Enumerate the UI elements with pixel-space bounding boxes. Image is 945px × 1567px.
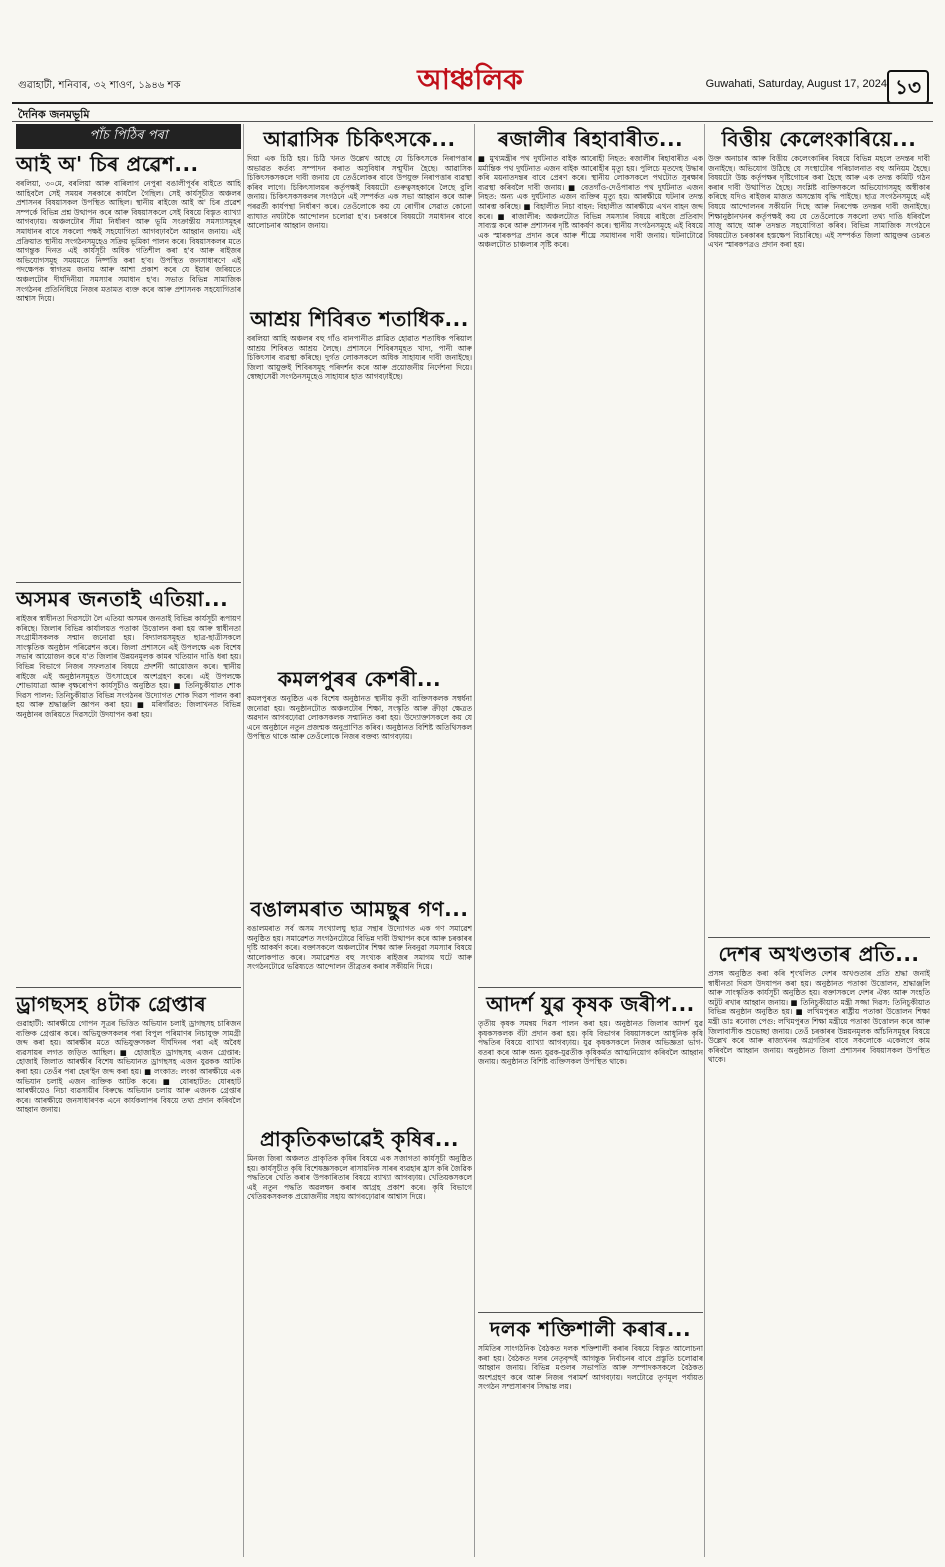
column-1 [16, 124, 241, 1489]
article-headline: ড্ৰাগছসহ ৪টাক গ্ৰেপ্তাৰ [16, 992, 207, 1016]
article-headline: আই অ' চিৰ প্ৰৱেশ... [16, 152, 199, 176]
masthead [0, 0, 945, 121]
column-divider [243, 124, 244, 1557]
column-2 [247, 124, 472, 1374]
article-body: ■ মুখ্যমন্ত্ৰীৰ পথ দুৰ্ঘটনাত বাইক আৰোহী নিহত: ৰজালীৰ ৰিহাবাৰীত এক মৰ্মান্তিক পথ দুৰ্ঘটনাত এজন বাইক আৰোহীৰ মৃত্যু হয়। পুলিচে মৃতদেহ উদ্ধাৰ কৰি ময়নাতদন্তৰ বাবে প্ৰেৰণ কৰে। স্থানীয় লোকসকলে পথটোত সুৰক্ষাৰ ব্যৱস্থা কৰিবলৈ দাবী জনায়। ■ বেতগাঁও-দেওঁপাৰাত পথ দুৰ্ঘটনাত এজন নিহত: অন্য এক দুৰ্ঘটনাত এজন ব্যক্তিৰ মৃত্যু হয়। আৰক্ষীয়ে ঘটনাৰ তদন্ত আৰম্ভ কৰিছে। ■ বিহালীত নিচা বাহন: বিহালীত আৰক্ষীয়ে এখন বাহন জব্দ কৰে। ■ ৰাজালীৰ: অঞ্চলটোত বিভিন্ন সমস্যাৰ বিষয়ে ৰাইজে প্ৰতিবাদ সাব্যস্ত কৰে আৰু প্ৰশাসনৰ দৃষ্টি আকৰ্ষণ কৰে। স্থানীয় সংগঠনসমূহে এই বিষয়ে এক স্মাৰকপত্ৰ প্ৰদান কৰে আৰু শীঘ্ৰে সমাধানৰ দাবী জনায়। ঘটনাটোৱে অঞ্চলটোত চাঞ্চল্যৰ সৃষ্টি কৰে। [478, 154, 703, 250]
article-headline: অসমৰ জনতাই এতিয়া... [16, 587, 229, 611]
article-body: বঙালমৰাত সৰ্ব অসম সংখ্যালঘু ছাত্ৰ সন্থাৰ উদ্যোগত এক গণ সমাৱেশ অনুষ্ঠিত হয়। সমাৱেশত সংগঠনটোৱে বিভিন্ন দাবী উত্থাপন কৰে আৰু চৰকাৰৰ দৃষ্টি আকৰ্ষণ কৰে। বক্তাসকলে অঞ্চলটোৰ শিক্ষা আৰু নিবনুৱা সমস্যাৰ বিষয়ে আলোকপাত কৰে। সমাৱেশত বহু সংখ্যক ৰাইজৰ সমাগম ঘটে আৰু সংগঠনটোৱে ভৱিষ্যতে আন্দোলন তীব্ৰতৰ কৰাৰ সকীয়নি দিয়ে। [247, 924, 472, 972]
masthead-rule-2 [12, 121, 933, 122]
section-rule [478, 1312, 703, 1313]
column-4 [708, 124, 930, 1529]
article-headline: বঙালমৰাত আমছুৰ গণ... [250, 897, 469, 921]
article-body: কমলপুৰত অনুষ্ঠিত এক বিশেষ অনুষ্ঠানত স্থানীয় কৃতী ব্যক্তিসকলক সম্বৰ্ধনা জনোৱা হয়। অনুষ্ঠানটোত অঞ্চলটোৰ শিক্ষা, সংস্কৃতি আৰু ক্ৰীড়া ক্ষেত্ৰত অৱদান আগবঢ়োৱা লোকসকলক সন্মানিত কৰা হয়। উদ্যোক্তাসকলে কয় যে এনে অনুষ্ঠানে নতুন প্ৰজন্মক অনুপ্ৰাণিত কৰিব। অনুষ্ঠানত বিশিষ্ট অতিথিসকল উপস্থিত থাকে আৰু তেওঁলোকে নিজৰ বক্তব্য আগবঢ়ায়। [247, 694, 472, 742]
paper-name: দৈনিক জনমভূমি [18, 108, 90, 121]
date-right: Guwahati, Saturday, August 17, 2024 [705, 78, 887, 90]
article-headline: ৰজালীৰ ৰিহাবাৰীত... [497, 127, 684, 151]
article-body: তৃতীয় কৃষক সমন্বয় দিৱস পালন কৰা হয়। অনুষ্ঠানত জিলাৰ আদৰ্শ যুৱ কৃষকসকলক বঁটা প্ৰদান কৰা হয়। কৃষি বিভাগৰ বিষয়াসকলে আধুনিক কৃষি পদ্ধতিৰ বিষয়ে ব্যাখ্যা আগবঢ়ায়। যুৱ কৃষকসকলে নিজৰ অভিজ্ঞতা ভাগ-বতৰা কৰে আৰু অন্য যুৱক-যুৱতীক কৃষিকৰ্মত আত্মনিয়োগ কৰিবলৈ আহ্বান জনায়। অনুষ্ঠানত বিশিষ্ট ব্যক্তিসকল উপস্থিত থাকে। [478, 1019, 703, 1067]
article-body: উক্ত অনাচাৰ আৰু বিত্তীয় কেলেংকাৰিৰ বিষয়ে বিভিন্ন মহলে তদন্তৰ দাবী জনাইছে। অভিযোগ উঠিছে যে সংস্থাটোৰ পৰিচালনাত বহু অনিয়ম হৈছে। বিষয়টো উচ্চ কৰ্তৃপক্ষৰ দৃষ্টিগোচৰ কৰা হৈছে আৰু এক তদন্ত কমিটি গঠন কৰাৰ দাবী উত্থাপিত হৈছে। সংশ্লিষ্ট ব্যক্তিসকলে অভিযোগসমূহ অস্বীকাৰ কৰিছে যদিও ৰাইজৰ মাজত অসন্তোষ বৃদ্ধি পাইছে। ছাত্ৰ সংগঠনসমূহে এই বিষয়ে আন্দোলনৰ সকীয়নি দিছে আৰু নিৰপেক্ষ তদন্তৰ দাবী জনাইছে। শিক্ষানুষ্ঠানখনৰ কৰ্তৃপক্ষই কয় যে তেওঁলোকে সকলো তথ্য দাঙি ধৰিবলৈ সাজু আছে আৰু তদন্তত সহযোগিতা কৰিব। বিভিন্ন সামাজিক সংগঠনে বিষয়টোত চৰকাৰৰ হস্তক্ষেপ বিচাৰিছে। এই সম্পৰ্কত জিলা আয়ুক্তৰ ওচৰত এখন স্মাৰকপত্ৰও প্ৰদান কৰা হয়। [708, 154, 930, 250]
section-rule [16, 987, 241, 988]
article-headline: আৱাসিক চিকিৎসকে... [263, 127, 456, 151]
masthead-rule [12, 102, 933, 104]
section-logo-text: আঞ্চলিক [417, 63, 523, 96]
section-rule [708, 937, 930, 938]
section-rule [16, 582, 241, 583]
article-headline: বিত্তীয় কেলেংকাৰিয়ে... [721, 127, 917, 151]
article-body: মিনজ জিৰা অঞ্চলত প্ৰাকৃতিক কৃষিৰ বিষয়ে এক সজাগতা কাৰ্যসূচী অনুষ্ঠিত হয়। কাৰ্যসূচীত কৃষি বিশেষজ্ঞসকলে ৰাসায়নিক সাৰৰ ব্যৱহাৰ হ্ৰাস কৰি জৈৱিক পদ্ধতিৰে খেতি কৰাৰ উপকাৰিতাৰ বিষয়ে ব্যাখ্যা আগবঢ়ায়। খেতিয়কসকলে এই নতুন পদ্ধতি অৱলম্বন কৰাৰ আগ্ৰহ প্ৰকাশ কৰে। কৃষি বিভাগে খেতিয়কসকলক প্ৰয়োজনীয় সহায় আগবঢ়োৱাৰ আশ্বাস দিয়ে। [247, 1154, 472, 1202]
date-left: গুৱাহাটী, শনিবাৰ, ৩২ শাওণ, ১৯৪৬ শক [18, 80, 181, 91]
section-rule [478, 987, 703, 988]
article-headline: দলক শক্তিশালী কৰাৰ... [489, 1317, 692, 1341]
article-body: ৰাইজৰ স্বাধীনতা দিৱসটো লৈ এতিয়া অসমৰ জনতাই বিভিন্ন কাৰ্যসূচী ৰূপায়ণ কৰিছে। জিলাৰ বিভিন্ন কাৰ্যালয়ত পতাকা উত্তোলন কৰা হয় আৰু স্বাধীনতা সংগ্ৰামীসকলক সন্মান জনোৱা হয়। বিদ্যালয়সমূহত ছাত্ৰ-ছাত্ৰীসকলে সাংস্কৃতিক অনুষ্ঠান পৰিৱেশন কৰে। জিলা প্ৰশাসনে এই উপলক্ষে এক বিশেষ সভাৰ আয়োজন কৰে য'ত জিলাৰ উন্নয়নমূলক কামৰ খতিয়ান দাঙি ধৰা হয়। বিভিন্ন বিভাগে নিজৰ সফলতাৰ বিষয়ে প্ৰদৰ্শনী আয়োজন কৰে। স্থানীয় ৰাইজে এই অনুষ্ঠানসমূহত উৎসাহেৰে অংশগ্ৰহণ কৰে। এই উপলক্ষে শোভাযাত্ৰা আৰু বৃক্ষৰোপণ কাৰ্যসূচীও অনুষ্ঠিত হয়। ■ তিনিচুকীয়াত শোক দিৱস পালন: তিনিচুকীয়াত বিভিন্ন সংগঠনৰ উদ্যোগত শোক দিৱস পালন কৰা হয় আৰু শ্ৰদ্ধাঞ্জলি জ্ঞাপন কৰা হয়। ■ মৰিগাঁৱত: জিলাখনত বিভিন্ন অনুষ্ঠানৰ জৰিয়তে দিৱসটো উদযাপন কৰা হয়। [16, 614, 241, 719]
page-number: ১৩ [887, 70, 929, 104]
article-headline: দেশৰ অখণ্ডতাৰ প্ৰতি... [718, 942, 920, 966]
article-body: বৰলিয়া, ৩০মে, বৰলিয়া আৰু বাৰিলাগ নেপুৰা বঙালীপূৰ্বৰ বাইতে আহি আহিবলৈ সেই সময়ৰ সৰকাৰে কাৰ্যলৈ গৈছিল। সেই কাৰ্যসূচীত অঞ্চলৰ প্ৰশাসনৰ বিষয়াসকল উপস্থিত আছিল। স্থানীয় ৰাইজে আই অ' চিৰ প্ৰৱেশ সম্পৰ্কে বিভিন্ন প্ৰশ্ন উত্থাপন কৰে আৰু বিষয়াসকলে সেই বিষয়ে বিস্তৃত ব্যাখ্যা আগবঢ়ায়। অঞ্চলটোৰ সীমা নিৰ্ধাৰণ আৰু ভূমি সংক্ৰান্তীয় সমস্যাসমূহৰ সমাধানৰ বাবে সকলো পক্ষই সহযোগিতা আগবঢ়াবলৈ আহ্বান জনায়। এই প্ৰক্ৰিয়াত স্থানীয় সংগঠনসমূহেও সক্ৰিয় ভূমিকা পালন কৰে। বিষয়াসকলৰ মতে আগন্তুক দিনত এই কাৰ্যসূচী অধিক গতিশীল কৰা হ'ব আৰু ৰাইজৰ অভিযোগসমূহ সময়মতে নিষ্পত্তি কৰা হ'ব। উপস্থিত জনসাধাৰণে এই পদক্ষেপক স্বাগতম জনায় আৰু আশা প্ৰকাশ কৰে যে ইয়াৰ জৰিয়তে অঞ্চলটোৰ দীৰ্ঘদিনীয়া সমস্যাৰ সমাধান হ'ব। সভাত বিভিন্ন সামাজিক সংগঠনৰ প্ৰতিনিধিয়ে নিজৰ মতামত ব্যক্ত কৰে আৰু প্ৰশাসনক সহযোগিতাৰ আশ্বাস দিয়ে। [16, 179, 241, 304]
column-3 [478, 124, 703, 1544]
column-divider [704, 124, 705, 1557]
article-body: সমিতিৰ সাংগঠনিক বৈঠকত দলক শক্তিশালী কৰাৰ বিষয়ে বিস্তৃত আলোচনা কৰা হয়। বৈঠকত দলৰ নেতৃবৃন্দই আগন্তুক নিৰ্বাচনৰ বাবে প্ৰস্তুতি চলোৱাৰ আহ্বান জনায়। বিভিন্ন মণ্ডলৰ সভাপতি আৰু সম্পাদকসকলে বৈঠকত অংশগ্ৰহণ কৰে আৰু নিজৰ পৰামৰ্শ আগবঢ়ায়। দলটোৱে তৃণমূল পৰ্যায়ত সংগঠন সম্প্ৰসাৰণৰ সিদ্ধান্ত লয়। [478, 1344, 703, 1392]
article-headline: কমলপুৰৰ কেশৰী... [277, 667, 442, 691]
article-headline: প্ৰাকৃতিকভাৱেই কৃষিৰ... [259, 1127, 460, 1151]
article-body: প্ৰসঙ্গ অনুষ্ঠিত কৰা কৰি শৃংখলিত দেশৰ অখণ্ডতাৰ প্ৰতি শ্ৰদ্ধা জনাই স্বাধীনতা দিৱস উদযাপন কৰা হয়। অনুষ্ঠানত পতাকা উত্তোলন, শ্ৰদ্ধাঞ্জলি আৰু সাংস্কৃতিক কাৰ্যসূচী অনুষ্ঠিত হয়। বক্তাসকলে দেশৰ ঐক্য আৰু সংহতি অটুট ৰখাৰ আহ্বান জনায়। ■ তিনিচুকীয়াত মন্ত্ৰী সজ্জা দিৱস: তিনিচুকীয়াত বিভিন্ন অনুষ্ঠান অনুষ্ঠিত হয়। ■ লখিমপুৰত ৰাষ্ট্ৰীয় পতাকা উত্তোলন শিক্ষা মন্ত্ৰী ডাঃ ৰনোজ পেগু: লখিমপুৰত শিক্ষা মন্ত্ৰীয়ে পতাকা উত্তোলন কৰে আৰু জিলাবাসীক শুভেচ্ছা জনায়। তেওঁ চৰকাৰৰ উন্নয়নমূলক আঁচনিসমূহৰ বিষয়ে উল্লেখ কৰে আৰু ৰাজ্যখনৰ অগ্ৰগতিৰ বাবে সকলোকে একেলগে কাম কৰিবলৈ আহ্বান জনায়। অনুষ্ঠানত জিলা প্ৰশাসনৰ বিষয়াসকল উপস্থিত থাকে। [708, 969, 930, 1065]
article-headline: আদৰ্শ যুৱ কৃষক জৰীপ... [486, 992, 695, 1016]
article-body: দিয়া এক চিঠি হয়। চিঠি খনত উল্লেখ আছে যে চিকিৎসকে নিৰাপত্তাৰ অভাৱত কৰ্তব্য সম্পাদন কৰাত অসুবিধাৰ সন্মুখীন হৈছে। আৱাসিক চিকিৎসকসকলে দাবী জনায় যে তেওঁলোকৰ বাবে উপযুক্ত নিৰাপত্তাৰ ব্যৱস্থা কৰিব লাগে। চিকিৎসালয়ৰ কৰ্তৃপক্ষই বিষয়টো গুৰুত্বসহকাৰে লৈছে বুলি জনায়। চিকিৎসকসকলৰ সংগঠনে এই সম্পৰ্কত এক সভা আহ্বান কৰে আৰু পৰৱৰ্তী কাৰ্যপন্থা নিৰ্ধাৰণ কৰে। তেওঁলোকে কয় যে ৰোগীৰ সেৱাত কোনো ব্যাঘাত নঘটাকৈ আন্দোলন চলোৱা হ'ব। চৰকাৰে বিষয়টো সমাধানৰ বাবে আলোচনাৰ আহ্বান জনায়। [247, 154, 472, 231]
column-divider [474, 124, 475, 1557]
continued-banner: পাঁচ পিঠিৰ পৰা [16, 124, 241, 149]
section-logo [395, 62, 545, 98]
article-body: গুৱাহাটী: আৰক্ষীয়ে গোপন সূত্ৰৰ ভিত্তিত অভিযান চলাই ড্ৰাগছসহ চাৰিজন ব্যক্তিক গ্ৰেপ্তাৰ কৰে। অভিযুক্তসকলৰ পৰা বিপুল পৰিমাণৰ নিচাযুক্ত সামগ্ৰী জব্দ কৰা হয়। আৰক্ষীৰ মতে অভিযুক্তসকল দীৰ্ঘদিনৰ পৰা এই অবৈধ ব্যৱসায়ৰ লগত জড়িত আছিল। ■ হোজাইত ড্ৰাগছসহ এজন গ্ৰেপ্তাৰ: হোজাই জিলাত আৰক্ষীৰ বিশেষ অভিযানত ড্ৰাগছসহ এজন যুৱকক আটক কৰা হয়। তেওঁৰ পৰা হেৰ'ইন জব্দ কৰা হয়। ■ লংকাত: লংকা আৰক্ষীয়ে এক অভিযান চলাই এজন ব্যক্তিক আটক কৰে। ■ যোৰহাটত: যোৰহাট আৰক্ষীয়েও নিচা ব্যৱসায়ীৰ বিৰুদ্ধে অভিযান চলায় আৰু এজনক গ্ৰেপ্তাৰ কৰে। আৰক্ষীয়ে জনসাধাৰণক এনে কাৰ্যকলাপৰ বিষয়ে তথ্য প্ৰদান কৰিবলৈ আহ্বান জনায়। [16, 1019, 241, 1115]
article-body: বৰলিয়া আহি অঞ্চলৰ বহু গাঁও বানপানীত প্লাৱিত হোৱাত শতাধিক পৰিয়াল আশ্ৰয় শিবিৰত আশ্ৰয় লৈছে। প্ৰশাসনে শিবিৰসমূহত খাদ্য, পানী আৰু চিকিৎসাৰ ব্যৱস্থা কৰিছে। দুৰ্গত লোকসকলে অধিক সাহায্যৰ দাবী জনাইছে। জিলা আয়ুক্তই শিবিৰসমূহ পৰিদৰ্শন কৰে আৰু প্ৰয়োজনীয় নিৰ্দেশনা দিয়ে। স্বেচ্ছাসেৱী সংগঠনসমূহেও সাহায্যৰ হাত আগবঢ়াইছে। [247, 334, 472, 382]
article-headline: আশ্ৰয় শিবিৰত শতাধিক... [250, 307, 469, 331]
